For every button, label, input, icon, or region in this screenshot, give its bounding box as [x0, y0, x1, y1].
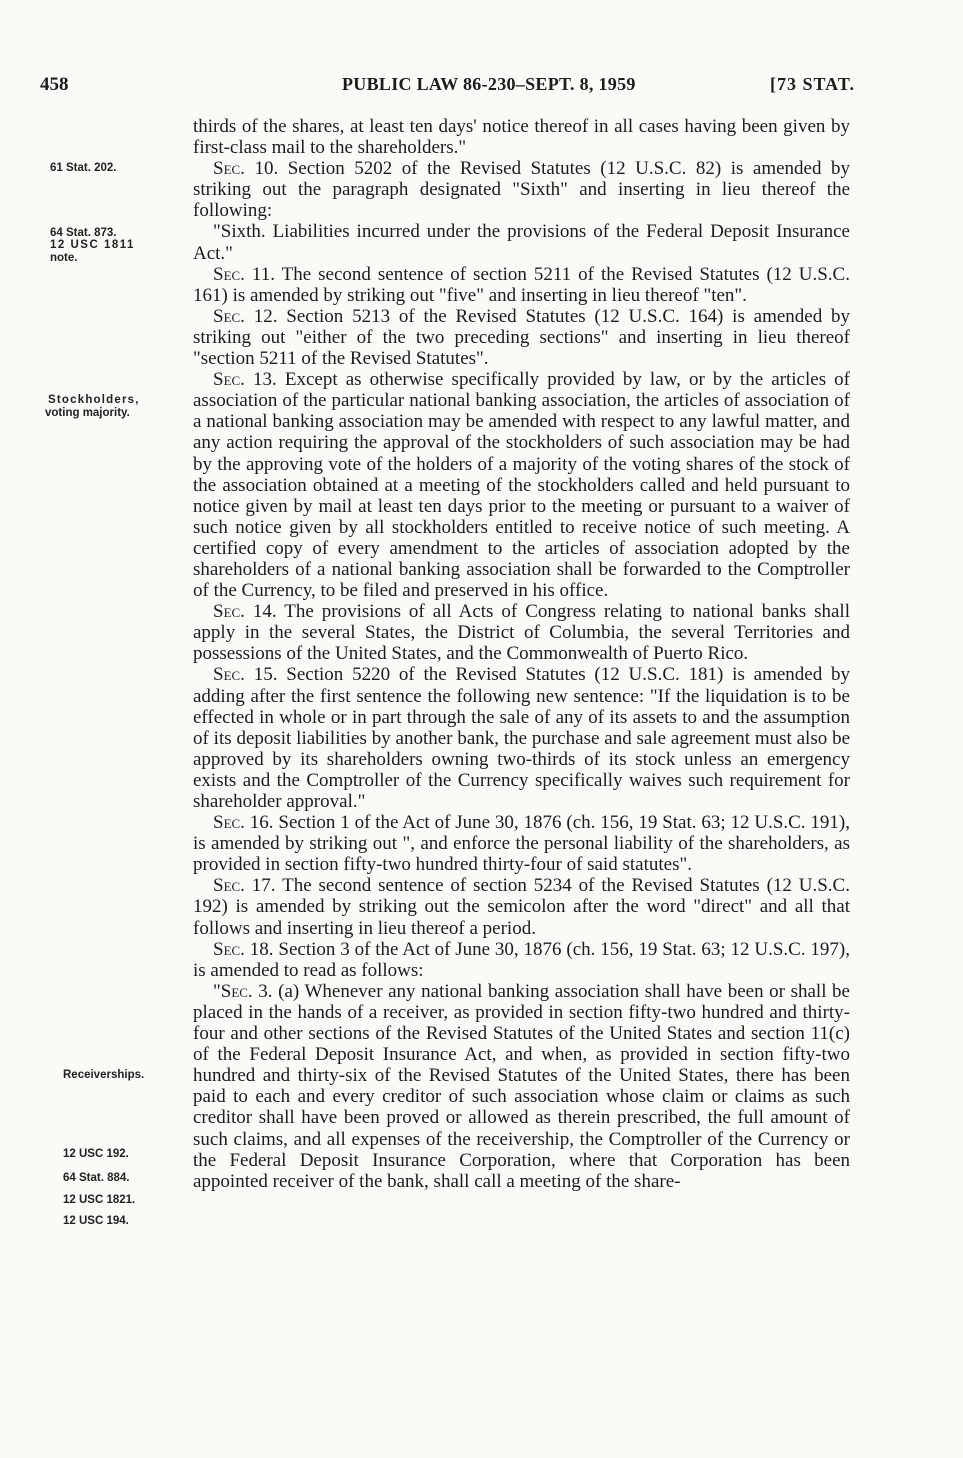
margin-note: 61 Stat. 202. [50, 162, 117, 174]
section-15 [193, 664, 850, 812]
section-18 [193, 939, 850, 981]
section-text: Section 5213 of the Revised Statutes (12 U.S.C. 164) is amended by striking out "either of the two preceding sections" and inserting in lieu thereof "section 5211 of the Revised Statutes". [193, 305, 851, 370]
margin-note: 12 USC 1811 [50, 239, 135, 251]
margin-note: 12 USC 194. [63, 1215, 129, 1227]
section-label: Sec. 15. [213, 664, 278, 686]
section-12 [193, 306, 850, 369]
margin-note: 64 Stat. 873. [50, 227, 117, 239]
volume-reference: [73 STAT. [769, 74, 855, 94]
page-number: 458 [40, 74, 69, 95]
section-text: Section 5220 of the Revised Statutes (12 U.S.C. 181) is amended by adding after the first sentence the following new sentence: "If the liquidation is to be effected in whole or in part through the sale of any of its assets to and the assumption of its deposit liabilities by another bank, the purchase and sale agreement must also be approved by its shareholders owning two-thirds of its stock unless an emergency exists and the Comptroller of the Currency specifically waives such requirement for shareholder approval." [193, 664, 851, 812]
margin-notes [0, 0, 190, 1458]
section-17 [193, 875, 850, 938]
margin-note: 64 Stat. 884. [63, 1172, 130, 1184]
section-label: Sec. 16. [213, 812, 274, 834]
section-text: The second sentence of section 5211 of the Revised Statutes (12 U.S.C. 161) is amended by striking out "five" and inserting in lieu thereof "ten". [193, 263, 850, 306]
section-10 [193, 158, 850, 221]
margin-note: 12 USC 192. [63, 1148, 129, 1160]
continued-paragraph: thirds of the shares, at least ten days' notice thereof in all cases having been given by first-class mail to the shareholders." [193, 116, 850, 159]
section-label: Sec. 18. [213, 938, 274, 960]
section-label: Sec. 10. [213, 158, 279, 180]
section-13 [193, 369, 850, 601]
section-label: Sec. 12. [213, 305, 278, 327]
section-label: Sec. 11. [213, 263, 275, 285]
body-text [193, 116, 850, 1192]
section-text: Section 1 of the Act of June 30, 1876 (ch. 156, 19 Stat. 63; 12 U.S.C. 191), is amended by striking out ", and enforce the personal liability of the shareholders, as provided in section fifty-two hundred thirty-four of said statutes". [193, 812, 850, 876]
margin-note: Stockholders, [48, 394, 140, 406]
section-label: "Sec. 3. [213, 980, 273, 1002]
margin-note: 12 USC 1821. [63, 1194, 136, 1206]
section-text: The provisions of all Acts of Congress relating to national banks shall apply in the several States, the District of Columbia, the several Territories and possessions of the United States, and the Commonwealth of Puerto Rico. [193, 601, 850, 665]
margin-note: voting majority. [45, 407, 130, 419]
section-11 [193, 264, 850, 306]
running-title: PUBLIC LAW 86-230–SEPT. 8, 1959 [342, 74, 636, 94]
section-16 [193, 812, 850, 875]
section-text: The second sentence of section 5234 of the Revised Statutes (12 U.S.C. 192) is amended by striking out the semicolon after the word "direct" and all that follows and inserting in lieu thereof a period. [193, 875, 850, 939]
section-label: Sec. 13. [213, 369, 277, 391]
margin-note: note. [50, 252, 78, 264]
section-text: Section 3 of the Act of June 30, 1876 (ch. 156, 19 Stat. 63; 12 U.S.C. 197), is amended to read as follows: [193, 938, 850, 981]
section-text: (a) Whenever any national banking association shall have been or shall be placed in the hands of a receiver, as provided in section fifty-two hundred and thirty-four and other sections of the Revised Statutes of the United States and section 11(c) of the Federal Deposit Insurance Act, and when, as provided in section fifty-two hundred and thirty-six of the Revised Statutes of the United States, there has been paid to each and every creditor of such association whose claim or claims as such creditor shall have been proved or allowed as therein prescribed, the full amount of such claims, and all expenses of the receivership, the Comptroller of the Currency or the Federal Deposit Insurance Corporation, where that Corporation has been appointed receiver of the bank, shall call a meeting of the share- [193, 980, 850, 1192]
section-14 [193, 601, 850, 664]
margin-note: Receiverships. [63, 1069, 145, 1081]
section-label: Sec. 17. [213, 875, 276, 897]
section-label: Sec. 14. [213, 601, 277, 623]
section-18-subsection-3 [193, 981, 850, 1192]
section-text: Except as otherwise specifically provided by law, or by the articles of association of the particular national banking association, the articles of association of a national banking association may be amended with respect to any lawful matter, and any action requiring the approval of the stockholders of such association may be had by the approving vote of the holders of a majority of the voting shares of the stock of the association obtained at a meeting of the stockholders called and held pursuant to notice given by mail at least ten days prior to the meeting or pursuant to a waiver of such notice given by all stockholders entitled to receive notice of such meeting. A certified copy of every amendment to the articles of association adopted by the shareholders of a national banking association shall be forwarded to the Comptroller of the Currency, to be filed and preserved in his office. [193, 369, 850, 602]
sixth-paragraph: "Sixth. Liabilities incurred under the provisions of the Federal Deposit Insurance Act." [193, 221, 850, 264]
section-text: Section 5202 of the Revised Statutes (12 U.S.C. 82) is amended by striking out the paragraph designated "Sixth" and inserting in lieu thereof the following: [193, 158, 850, 222]
